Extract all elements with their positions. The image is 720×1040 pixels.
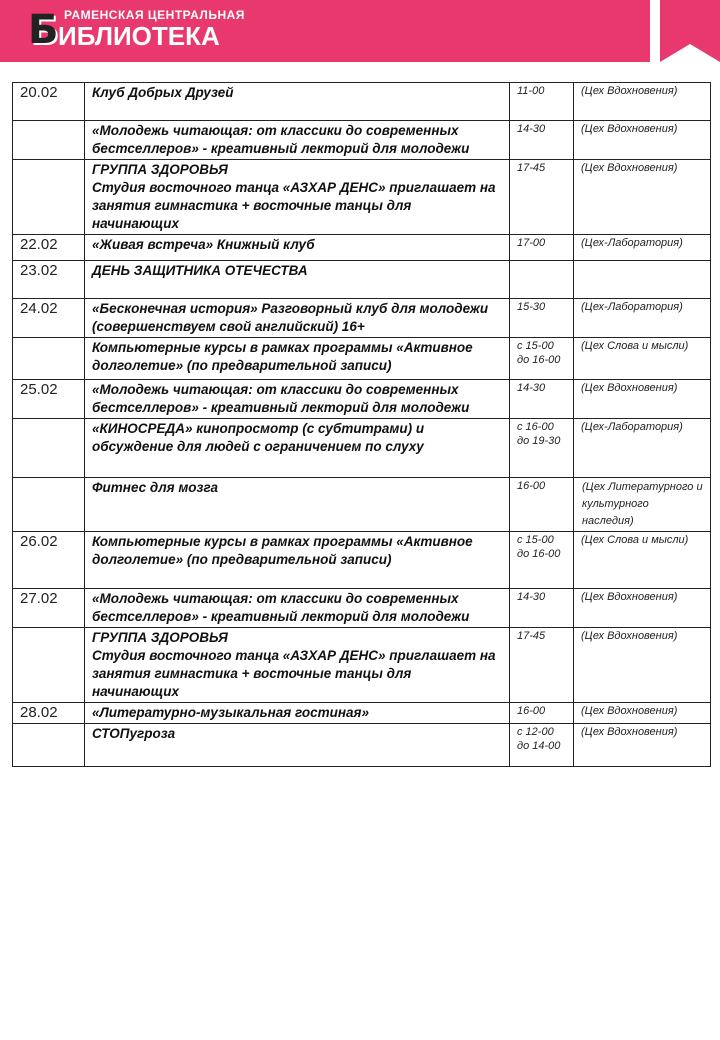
event-title: [85, 338, 510, 380]
event-line: «Живая встреча» Книжный клуб: [92, 237, 315, 252]
event-title: [85, 703, 510, 724]
event-venue: [574, 261, 711, 299]
table-row: [13, 589, 711, 628]
event-date: [13, 628, 85, 703]
table-row: [13, 83, 711, 121]
event-date: 25.02: [13, 380, 85, 419]
table-row: [13, 532, 711, 589]
logo-subtitle: РАМЕНСКАЯ ЦЕНТРАЛЬНАЯ: [64, 8, 245, 22]
event-date: [13, 724, 85, 767]
event-title: [85, 261, 510, 299]
event-line: «Бесконечная история» Разговорный клуб для молодежи (совершенствуем свой английский) 16+: [92, 301, 489, 334]
event-venue: (Цех Вдохновения): [574, 703, 711, 724]
event-time: 11-00: [510, 83, 574, 121]
event-line: Студия восточного танца «АЗХАР ДЕНС» приглашает на занятия гимнастика + восточные танцы для начинающих: [92, 180, 496, 231]
event-venue: (Цех-Лаборатория): [574, 419, 711, 478]
event-title: [85, 235, 510, 261]
event-title: [85, 628, 510, 703]
table-row: [13, 299, 711, 338]
table-row: [13, 121, 711, 160]
event-date: 24.02: [13, 299, 85, 338]
event-time: с 15-00 до 16-00: [510, 338, 574, 380]
event-time: 17-45: [510, 160, 574, 235]
schedule-table: [12, 82, 711, 767]
event-title: [85, 589, 510, 628]
event-date: [13, 478, 85, 532]
event-line: Фитнес для мозга: [92, 480, 218, 495]
event-date: [13, 419, 85, 478]
event-venue: (Цех Вдохновения): [574, 83, 711, 121]
table-row: [13, 724, 711, 767]
event-line: «Молодежь читающая: от классики до современных бестселлеров» - креативный лекторий для молодежи: [92, 123, 470, 156]
event-line: ГРУППА ЗДОРОВЬЯ: [92, 630, 228, 645]
event-line: ГРУППА ЗДОРОВЬЯ: [92, 162, 228, 177]
event-line: «Молодежь читающая: от классики до современных бестселлеров» - креативный лекторий для молодежи: [92, 591, 470, 624]
event-title: [85, 478, 510, 532]
event-time: [510, 261, 574, 299]
event-venue: (Цех-Лаборатория): [574, 235, 711, 261]
event-date: [13, 160, 85, 235]
event-title: [85, 299, 510, 338]
event-line: Студия восточного танца «АЗХАР ДЕНС» приглашает на занятия гимнастика + восточные танцы для начинающих: [92, 648, 496, 699]
event-line: СТОПугроза: [92, 726, 176, 741]
event-date: 27.02: [13, 589, 85, 628]
event-date: [13, 338, 85, 380]
table-row: [13, 628, 711, 703]
event-time: 16-00: [510, 478, 574, 532]
event-venue: (Цех Вдохновения): [574, 380, 711, 419]
logo-letter: Б: [28, 7, 59, 53]
table-row: [13, 261, 711, 299]
event-line: ДЕНЬ ЗАЩИТНИКА ОТЕЧЕСТВА: [92, 263, 308, 278]
event-date: [13, 121, 85, 160]
table-row: [13, 235, 711, 261]
event-line: Компьютерные курсы в рамках программы «Активное долголетие» (по предварительной записи): [92, 534, 473, 567]
event-time: 15-30: [510, 299, 574, 338]
event-date: 23.02: [13, 261, 85, 299]
event-time: 17-00: [510, 235, 574, 261]
event-time: 14-30: [510, 380, 574, 419]
event-date: 22.02: [13, 235, 85, 261]
table-row: [13, 160, 711, 235]
event-title: [85, 380, 510, 419]
event-time: 16-00: [510, 703, 574, 724]
event-title: [85, 419, 510, 478]
event-time: с 16-00 до 19-30: [510, 419, 574, 478]
logo-title: ИБЛИОТЕКА: [58, 21, 220, 51]
event-line: Клуб Добрых Друзей: [92, 85, 234, 100]
table-row: [13, 380, 711, 419]
table-row: [13, 478, 711, 532]
event-venue: (Цех Вдохновения): [574, 160, 711, 235]
event-venue: (Цех Вдохновения): [574, 589, 711, 628]
event-time: с 15-00 до 16-00: [510, 532, 574, 589]
event-venue: (Цех Слова и мысли): [574, 532, 711, 589]
event-line: Компьютерные курсы в рамках программы «Активное долголетие» (по предварительной записи): [92, 340, 473, 373]
event-time: 14-30: [510, 121, 574, 160]
event-time: с 12-00 до 14-00: [510, 724, 574, 767]
event-title: [85, 121, 510, 160]
table-row: [13, 338, 711, 380]
event-time: 17-45: [510, 628, 574, 703]
event-venue: (Цех Вдохновения): [574, 628, 711, 703]
event-title: [85, 83, 510, 121]
event-line: «Молодежь читающая: от классики до современных бестселлеров» - креативный лекторий для молодежи: [92, 382, 470, 415]
event-venue: (Цех Литературного и культурного наследия): [574, 478, 711, 532]
event-venue: (Цех Слова и мысли): [574, 338, 711, 380]
event-date: 20.02: [13, 83, 85, 121]
event-time: 14-30: [510, 589, 574, 628]
event-line: «КИНОСРЕДА» кинопросмотр (с субтитрами) и обсуждение для людей с ограничением по слуху: [92, 421, 425, 454]
table-row: [13, 703, 711, 724]
table-row: [13, 419, 711, 478]
header-banner: [0, 0, 650, 62]
event-date: 26.02: [13, 532, 85, 589]
event-venue: (Цех-Лаборатория): [574, 299, 711, 338]
event-title: [85, 532, 510, 589]
bookmark-ribbon-icon: [660, 0, 720, 62]
event-title: [85, 724, 510, 767]
event-venue: (Цех Вдохновения): [574, 121, 711, 160]
event-venue: (Цех Вдохновения): [574, 724, 711, 767]
event-date: 28.02: [13, 703, 85, 724]
event-line: «Литературно-музыкальная гостиная»: [92, 705, 369, 720]
event-title: [85, 160, 510, 235]
